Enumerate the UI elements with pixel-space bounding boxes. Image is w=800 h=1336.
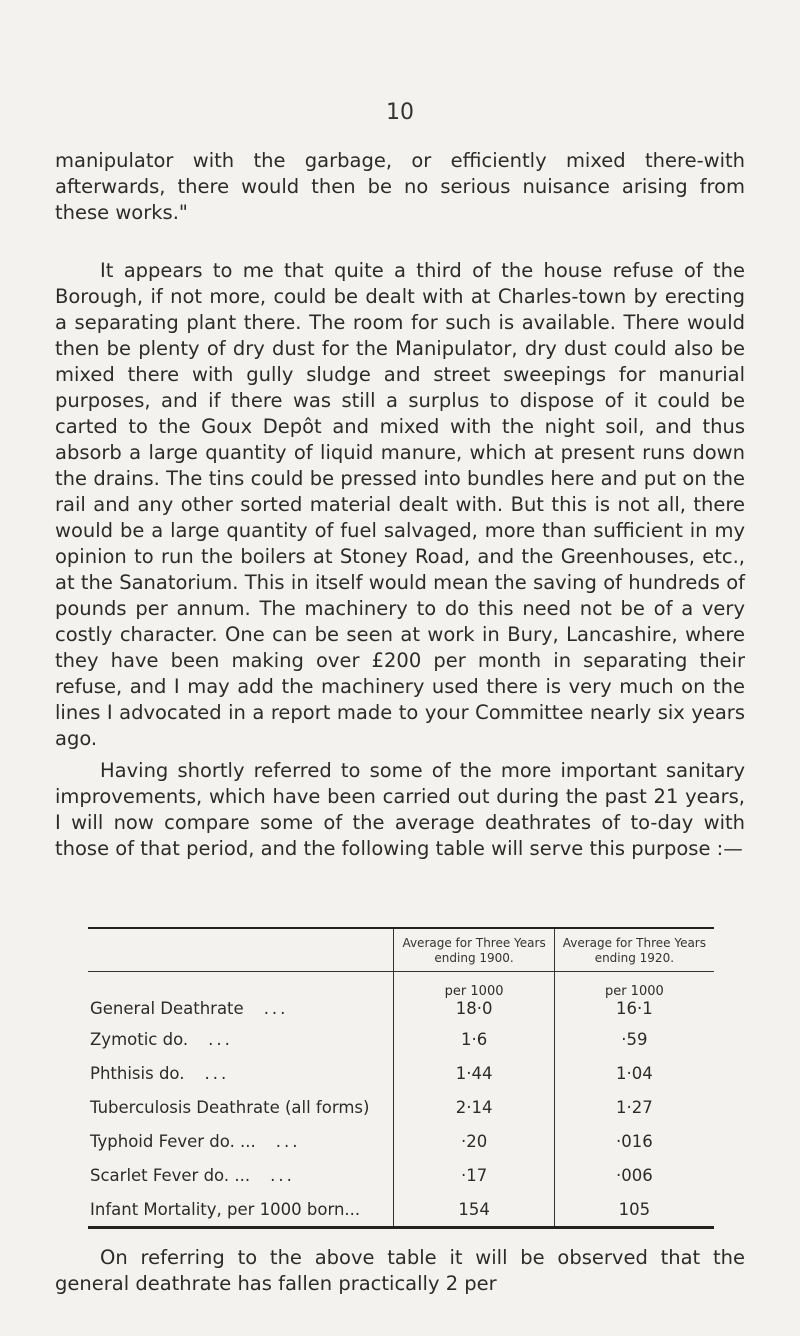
table-row	[88, 1124, 714, 1158]
row-value-1920: ·016	[615, 1131, 653, 1151]
paragraph-continuation: manipulator with the garbage, or efficiently mixed there-with afterwards, there would then be no serious nuisance arising from these works."	[55, 149, 745, 224]
row-value-1900: per 1000 18·0	[394, 972, 554, 1023]
table-row	[88, 972, 714, 1023]
header-1900: Average for Three Years ending 1900.	[394, 929, 554, 972]
paragraph-conclusion: On referring to the above table it will be observed that the general deathrate has fallen practically 2 per	[55, 1246, 745, 1295]
table-row	[88, 1090, 714, 1124]
row-label: Zymotic do. ...	[88, 1022, 394, 1056]
header-blank-cell	[88, 929, 394, 972]
row-value-1920: 105	[618, 1199, 651, 1219]
row-value-1900: ·20	[394, 1124, 554, 1158]
paragraph-deathrates-intro: Having shortly referred to some of the more important sanitary improvements, which have been carried out during the past 21 years, I will now compare some of the average deathrates of to-day with those of that period, and the following table will serve this purpose :—	[55, 759, 745, 860]
row-value-1900: ·17	[394, 1158, 554, 1192]
row-value-1900: 1·6	[394, 1022, 554, 1056]
paragraph-separating-plant: It appears to me that quite a third of the house refuse of the Borough, if not more, could be dealt with at Charles-town by erecting a separating plant there. The room for such is available. There would then be plenty of dry dust for the Manipulator, dry dust could also be mixed there with gully sludge and street sweepings for manurial purposes, and if there was still a surplus to dispose of it could be carted to the Goux Depôt and mixed with the night soil, and thus absorb a large quantity of liquid manure, which at present runs down the drains. The tins could be pressed into bundles here and put on the rail and any other sorted material dealt with. But this is not all, there would be a large quantity of fuel salvaged, more than sufficient in my opinion to run the boilers at Stoney Road, and the Greenhouses, etc., at the Sanatorium. This in itself would mean the saving of hundreds of pounds per annum. The machinery to do this need not be of a very costly character. One can be seen at work in Bury, Lancashire, where they have been making over £200 per month in separating their refuse, and I may add the machinery used there is very much on the lines I advocated in a report made to your Committee nearly six years ago.	[55, 259, 745, 750]
row-value-1900: 154	[394, 1192, 554, 1226]
row-value-1920: ·006	[615, 1165, 653, 1185]
deathrate-table	[88, 927, 714, 1229]
row-value-1920: 1·27	[615, 1097, 653, 1117]
row-value-1920: ·59	[621, 1029, 648, 1049]
row-label: Tuberculosis Deathrate (all forms)	[88, 1090, 394, 1124]
table-header-row	[88, 929, 714, 972]
header-1920: Average for Three Years ending 1920.	[554, 929, 714, 972]
row-label: General Deathrate ...	[88, 972, 394, 1023]
table-row	[88, 1158, 714, 1192]
row-value-1920: per 1000 16·1	[604, 984, 664, 1018]
table-row	[88, 1056, 714, 1090]
row-label: Infant Mortality, per 1000 born...	[88, 1192, 394, 1226]
table-row	[88, 1022, 714, 1056]
row-value-1900: 2·14	[394, 1090, 554, 1124]
page-number: 10	[386, 100, 414, 125]
row-label: Phthisis do. ...	[88, 1056, 394, 1090]
table-row	[88, 1192, 714, 1226]
row-value-1920: 1·04	[615, 1063, 653, 1083]
table-bottom-rule	[88, 1226, 714, 1228]
row-label: Typhoid Fever do. ... ...	[88, 1124, 394, 1158]
row-value-1900: 1·44	[394, 1056, 554, 1090]
row-label: Scarlet Fever do. ... ...	[88, 1158, 394, 1192]
